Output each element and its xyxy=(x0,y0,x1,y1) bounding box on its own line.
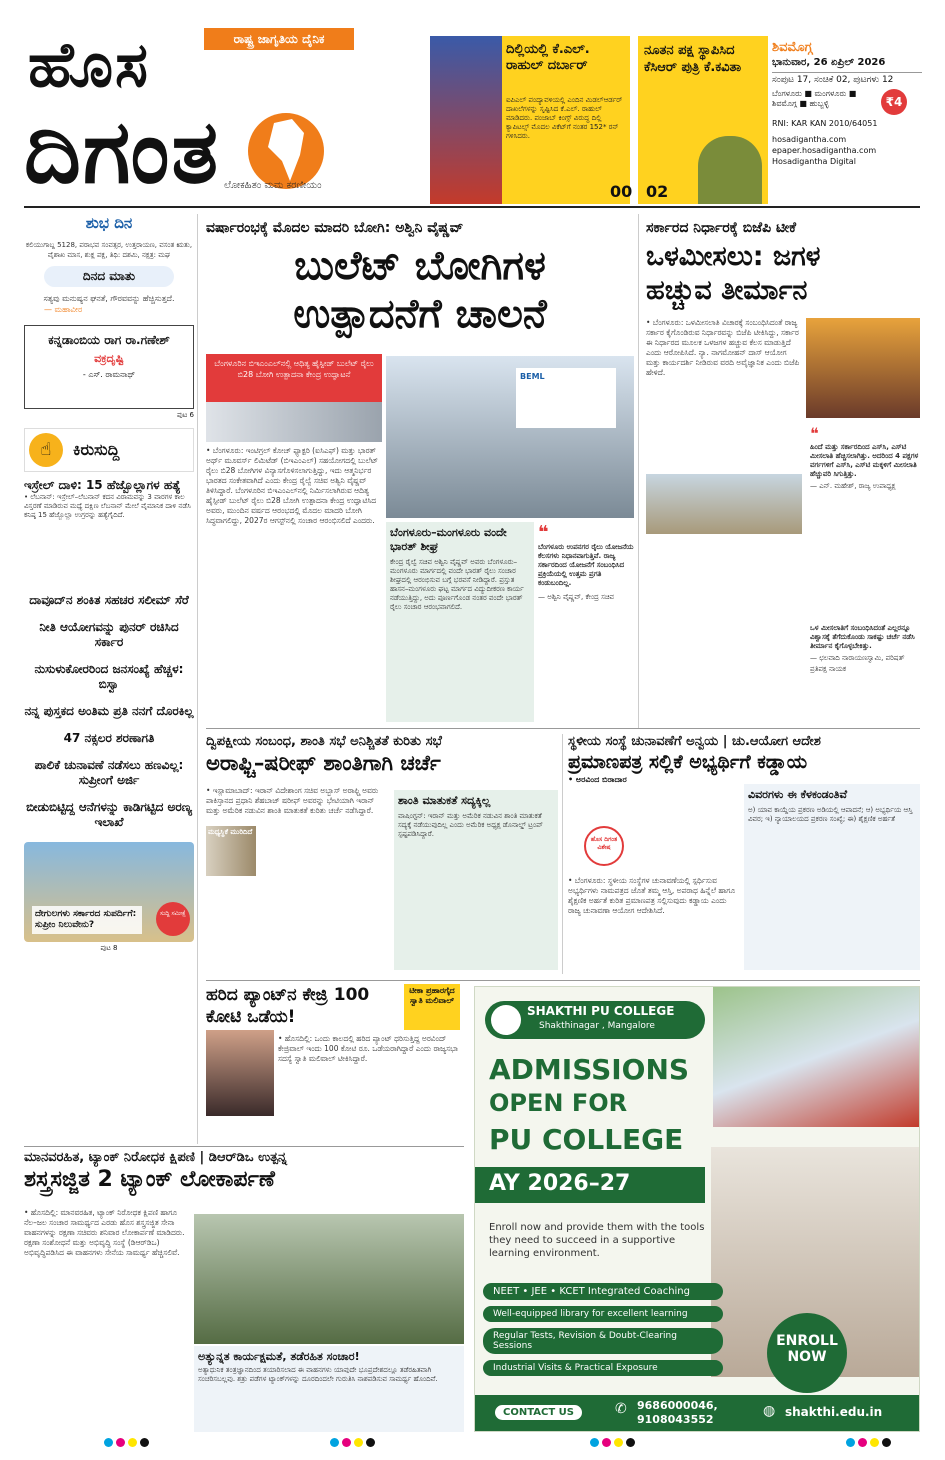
tank-photo xyxy=(194,1214,464,1344)
swati-photo xyxy=(206,1030,274,1116)
enroll-now-button[interactable] xyxy=(767,1313,847,1393)
tanks-photo-title: ಅತ್ಯುನ್ನತ ಕಾರ್ಯಕ್ಷಮತೆ, ತಡೆರಹಿತ ಸಂಚಾರ! xyxy=(198,1350,360,1363)
temple-badge: ಸುದ್ದಿ ಸಮೀಕ್ಷೆ xyxy=(156,902,190,936)
quote-mark-icon: ❝ xyxy=(810,424,819,443)
epaper-link[interactable]: epaper.hosadigantha.com xyxy=(772,146,877,155)
election-kicker: ಸ್ಥಳೀಯ ಸಂಸ್ಥೆ ಚುನಾವಣೆಗೆ ಅನ್ವಯ | ಚು.ಆಯೋಗ ಆದೇಶ xyxy=(568,734,821,749)
ad-header xyxy=(485,1001,705,1039)
lead-kicker: ವರ್ಷಾರಂಭಕ್ಕೆ ಮೊದಲ ಮಾದರಿ ಬೋಗಿ: ಅಶ್ವಿನಿ ವೈಷ್ಣವ್ xyxy=(206,220,464,236)
peace-kicker: ದ್ವಿಪಕ್ಷೀಯ ಸಂಬಂಧ, ಶಾಂತಿ ಸಭೆ ಅನಿಶ್ಚಿತತೆ ಕುರಿತು ಸಭೆ xyxy=(206,734,442,749)
election-details: ಅ) ಯಾವ ಕಾಯ್ದೆಯ ಪ್ರಕರಣ ಅಡಿಯಲ್ಲಿ ಆಪಾದನೆ; ಆ) ಅಭ್ಯರ್ಥಿಯ ಆಸ್ತಿ ವಿವರ; ಇ) ನ್ಯಾಯಾಲಯದ ಪ್ರಕರಣ ಸಂಖ್ಯೆ; ಈ) ಶೈಕ್ಷಣಿಕ ಅರ್ಹತೆ xyxy=(748,806,913,823)
column-divider xyxy=(638,214,639,728)
peace-body: • ಇಸ್ಲಾಮಾಬಾದ್: ಇರಾನ್ ವಿದೇಶಾಂಗ ಸಚಿವ ಅಬ್ಬಾಸ್ ಅರಾಫ್ಚಿ ಅವರು ಪಾಕಿಸ್ತಾನದ ಪ್ರಧಾನಿ ಶೆಹಬಾಜ್ ಷರೀಫ್ ಅವರನ್ನು ಭೇಟಿಯಾಗಿ ಇರಾನ್ ಮತ್ತು ಅಮೆರಿಕ ನಡುವಿನ ಶಾಂತಿ ಮಾತುಕತೆ ಕುರಿತು ಚರ್ಚೆ ನಡೆಸಿದ್ದಾರೆ. xyxy=(206,786,379,815)
quota-quote-2-text: ಒಳ ಮೀಸಲಾತಿಗೆ ಸಂಬಂಧಿಸಿದಂತೆ ಎಲ್ಲರನ್ನೂ ವಿಶ್ವಾಸಕ್ಕೆ ತೆಗೆದುಕೊಂಡು ಸಾಕಷ್ಟು ಚರ್ಚೆ ನಡೆಸಿ ತೀರ್ಮಾನ ಕೈಗೊಳ್ಳಬೇಕಿತ್ತು. xyxy=(810,624,915,650)
section-rule xyxy=(206,728,920,729)
tanks-kicker: ಮಾನವರಹಿತ, ಟ್ಯಾಂಕ್ ನಿರೋಧಕ ಕ್ಷಿಪಣಿ | ಡಿಆರ್‌ಡಿಒ ಉತ್ಪನ್ನ xyxy=(24,1150,288,1165)
kirusuddi-title: ಕಿರುಸುದ್ದಿ xyxy=(73,440,120,459)
election-details-box xyxy=(744,784,920,970)
peace-story[interactable] xyxy=(206,734,556,777)
motto: ಲೋಕಹಿತಂ ಮಮ ಕರಣೀಯಂ xyxy=(224,180,322,191)
cricketer-photo xyxy=(430,36,502,204)
vande-bharat-body: ಕೇಂದ್ರ ರೈಲ್ವೆ ಸಚಿವ ಅಶ್ವಿನಿ ವೈಷ್ಣವ್ ಅವರು ಬೆಂಗಳೂರು–ಮಂಗಳೂರು ಮಾರ್ಗದಲ್ಲಿ ವಂದೇ ಭಾರತ್ ರೈಲು ಸಂಚಾರ ಶೀಘ್ರದಲ್ಲಿ ಆರಂಭಿಸುವ ಬಗ್ಗೆ ಭರವಸೆ ನೀಡಿದ್ದಾರೆ. ಪ್ರಸ್ತುತ ಹಾಸನ–ಮಂಗಳೂರು ಘಟ್ಟ ಮಾರ್ಗದ ವಿದ್ಯುದೀಕರಣ ಕಾರ್ಯ ನಡೆಯುತ್ತಿದ್ದು, ಅದು ಪೂರ್ಣಗೊಂಡ ನಂತರ ವಂದೇ ಭಾರತ್ ರೈಲು ಸಂಚಾರ ಆರಂಭವಾಗಲಿದೆ. xyxy=(390,558,524,611)
ad-website[interactable]: shakthi.edu.in xyxy=(785,1405,883,1419)
promo-kavitha-page: 02 xyxy=(646,182,669,201)
college-ad[interactable] xyxy=(474,986,920,1432)
bjp-leader-photo xyxy=(806,318,920,418)
edition-city: ಶಿವಮೊಗ್ಗ xyxy=(772,40,813,55)
daily-quote: ಸತ್ಯವು ಮನುಷ್ಯನ ಘನತೆ, ಗೌರವವನ್ನು ಹೆಚ್ಚಿಸುತ್ತದೆ. xyxy=(43,294,175,303)
quota-quote-1-text: ಹಿಂದೆ ಮತ್ತು ಸರ್ಕಾರದಿಂದ ಎಸ್‌ಸಿ, ಎಸ್‌ಟಿ ಮೀಸಲಾತಿ ಹೆಚ್ಚಿಸಲಾಗಿತ್ತು. ಅದರಿಂದ 4 ಪಕ್ಷಗಳ ವರ್ಗಗಳಿಗೆ ಎಸ್‌ಸಿ, ಎಸ್‌ಟಿ ಮಕ್ಕಳಿಗೆ ಮೀಸಲಾತಿ ಹೆಚ್ಚುವರಿ ಸಿಗುತ್ತಿತ್ತು. xyxy=(810,443,919,478)
tanks-photo-box xyxy=(194,1346,464,1432)
election-body: • ಬೆಂಗಳೂರು: ಸ್ಥಳೀಯ ಸಂಸ್ಥೆಗಳ ಚುನಾವಣೆಯಲ್ಲಿ ಸ್ಪರ್ಧಿಸುವ ಅಭ್ಯರ್ಥಿಗಳು ನಾಮಪತ್ರದ ಜೊತೆ ತಮ್ಮ ಆಸ್ತಿ, ಅಪರಾಧ ಹಿನ್ನೆಲೆ ಹಾಗೂ ಶೈಕ್ಷಣಿಕ ಅರ್ಹತೆ ಕುರಿತ ಪ್ರಮಾಣಪತ್ರ ಸಲ್ಲಿಸುವುದು ಕಡ್ಡಾಯ ಎಂದು ರಾಜ್ಯ ಚುನಾವಣಾ ಆಯೋಗ ಆದೇಶಿಸಿದೆ. xyxy=(568,876,736,915)
edition-info xyxy=(772,40,922,167)
price-badge: ₹4 xyxy=(881,89,907,115)
phone-icon: ✆ xyxy=(615,1401,627,1417)
color-registration-marks xyxy=(590,1438,635,1447)
tagline: ರಾಷ್ಟ್ರ ಜಾಗೃತಿಯ ದೈನಿಕ xyxy=(204,28,354,50)
swati-story[interactable] xyxy=(206,984,402,1028)
ad-feature: Regular Tests, Revision & Doubt-Clearing Sessions xyxy=(483,1328,723,1354)
college-emblem-icon xyxy=(491,1005,521,1035)
brief-title[interactable]: ಇಸ್ರೇಲ್ ದಾಳಿ: 15 ಹೆಜ್ಬೊಲ್ಲಾಗಳ ಹತ್ಯೆ xyxy=(24,478,181,492)
quote-mark-icon: ❝ xyxy=(538,522,549,543)
swati-body: • ಹೊಸದಿಲ್ಲಿ: ಒಂದು ಕಾಲದಲ್ಲಿ ಹರಿದ ಪ್ಯಾಂಟ್ ಧರಿಸುತ್ತಿದ್ದ ಅರವಿಂದ್ ಕೇಜ್ರಿವಾಲ್ ಇಂದು 100 ಕೋಟಿ ರೂ. ಒಡೆಯರಾಗಿದ್ದಾರೆ ಎಂದು ರಾಜ್ಯಸಭಾ ಸದಸ್ಯೆ ಸ್ವಾತಿ ಮಲಿವಾಲ್ ಟೀಕಿಸಿದ್ದಾರೆ. xyxy=(278,1034,458,1063)
vande-bharat-title: ಬೆಂಗಳೂರು–ಮಂಗಳೂರು ವಂದೇ ಭಾರತ್ ಶೀಘ್ರ xyxy=(390,526,507,553)
quota-body: • ಬೆಂಗಳೂರು: ಒಳಮೀಸಲಾತಿ ವಿಚಾರಕ್ಕೆ ಸಂಬಂಧಿಸಿದಂತೆ ರಾಜ್ಯ ಸರ್ಕಾರ ಕೈಗೊಂಡಿರುವ ನಿರ್ಧಾರವನ್ನು ಬಿಜೆಪಿ ಟೀಕಿಸಿದ್ದು, ಸರ್ಕಾರ ಈ ನಿರ್ಧಾರದ ಮೂಲಕ ಒಳಜಗಳ ಹಚ್ಚುವ ಕೆಲಸ ಮಾಡುತ್ತಿದೆ ಎಂದು ಆರೋಪಿಸಿದೆ. ನ್ಯಾ. ನಾಗಮೋಹನ್ ದಾಸ್ ಆಯೋಗ ಮತ್ತು ಕಾರ್ಯದರ್ಶಿ ನೀಡಿರುವ ವರದಿ ಅವೈಜ್ಞಾನಿಕ ಎಂದು ಬಿಜೆಪಿ ಹೇಳಿದೆ. xyxy=(646,318,800,377)
ad-location: Shakthinagar , Mangalore xyxy=(539,1021,655,1031)
shubha-dina-title: ಶುಭ ದಿನ xyxy=(85,214,133,232)
swati-headline: ಹರಿದ ಪ್ಯಾಂಟ್‌ನ ಕೇಜ್ರಿ 100 ಕೋಟಿ ಒಡೆಯ! xyxy=(206,985,370,1027)
minister-quote-author: — ಅಶ್ವಿನಿ ವೈಷ್ಣವ್, ಕೇಂದ್ರ ಸಚಿವ xyxy=(538,593,615,601)
peace-box[interactable] xyxy=(394,790,558,970)
digital-link[interactable]: Hosadigantha Digital xyxy=(772,157,856,166)
rni-number: RNI: KAR KAN 2010/64051 xyxy=(772,119,878,128)
swati-tag: ಟೀಕಾ ಪ್ರಹಾರಗೈದ ಸ್ವಾತಿ ಮಲಿವಾಲ್ xyxy=(404,984,460,1030)
section-rule xyxy=(206,980,920,981)
masthead-logo[interactable] xyxy=(24,28,404,203)
kirusuddi-header xyxy=(24,428,194,472)
brief-title[interactable]: 47 ನಕ್ಸಲರ ಶರಣಾಗತಿ xyxy=(63,731,155,745)
beml-sign: BEML xyxy=(516,368,616,428)
kavitha-photo xyxy=(698,136,762,204)
editions-list: ಬೆಂಗಳೂರು ■ ಮಂಗಳೂರು ■ ಶಿವಮೊಗ್ಗ ■ ಹುಬ್ಬಳ್ಳಿ xyxy=(772,89,857,108)
peace-headline: ಅರಾಫ್ಚಿ–ಷರೀಫ್ ಶಾಂತಿಗಾಗಿ ಚರ್ಚೆ xyxy=(206,751,441,775)
temple-box-title: ದೇಗುಲಗಳು ಸರ್ಕಾರದ ಸುಪರ್ದಿಗೆ: ಸುಪ್ರೀಂ ನಿಲುವೇನು? xyxy=(32,906,142,934)
tanks-headline: ಶಸ್ತ್ರಸಜ್ಜಿತ 2 ಟ್ಯಾಂಕ್ ಲೋಕಾರ್ಪಣೆ xyxy=(24,1167,275,1192)
ad-contact-bar xyxy=(475,1395,920,1432)
promo-kavitha-headline: ನೂತನ ಪಕ್ಷ ಸ್ಥಾಪಿಸಿದ ಕೆಸಿಆರ್ ಪುತ್ರಿ ಕೆ.ಕವಿತಾ xyxy=(644,43,742,75)
promo-kavitha[interactable] xyxy=(638,36,768,204)
finger-icon: ☝ xyxy=(29,433,63,467)
globe-icon: ◍ xyxy=(763,1403,776,1419)
ad-line3: PU COLLEGE xyxy=(489,1123,684,1156)
ad-feature: NEET • JEE • KCET Integrated Coaching xyxy=(483,1283,723,1300)
brief-body: • ಲೆಬನಾನ್: ಇಸ್ರೇಲ್–ಲೆಬನಾನ್ ಕದನ ವಿರಾಮವನ್ನು 3 ವಾರಗಳ ಕಾಲ ವಿಸ್ತರಣೆ ಮಾಡಿರುವ ಮಧ್ಯೆ ದಕ್ಷಿಣ ಲೆಬನಾನ್ ಮೇಲೆ ವೈಮಾನಿಕ ದಾಳಿ ನಡೆಸಿ ಕನಿಷ್ಠ 15 ಹೆಜ್ಬೊಲ್ಲಾ ಉಗ್ರರನ್ನು ಹತ್ಯೆಗೈದಿದೆ. xyxy=(24,493,191,519)
quote-author: — ಮಹಾವೀರ xyxy=(44,305,83,314)
lead-caption: ಬೆಂಗಳೂರಿನ ಬಿಇಎಂಎಲ್‌ನಲ್ಲಿ ಆಧಿತ್ಯ ಹೈಸ್ಪೀಡ್ ಬುಲೆಟ್ ರೈಲು ಬಿ28 ಬೋಗಿ ಉತ್ಪಾದನಾ ಕೇಂದ್ರ ಉದ್ಘಾಟನೆ xyxy=(206,354,382,402)
color-registration-marks xyxy=(104,1438,149,1447)
promo-rahul-page: 00 xyxy=(610,182,633,201)
ad-blurb: Enroll now and provide them with the tools they need to succeed in a supportive learning environment. xyxy=(489,1222,705,1259)
special-stamp: ಹೊಸ ದಿಗಂತ ವಿಶೇಷ xyxy=(584,826,624,866)
lead-headline-1: ಬುಲೆಟ್ ಬೋಗಿಗಳ xyxy=(294,243,546,289)
quota-kicker: ಸರ್ಕಾರದ ನಿರ್ಧಾರಕ್ಕೆ ಬಿಜೆಪಿ ಟೀಕೆ xyxy=(646,220,797,236)
lead-story[interactable] xyxy=(206,220,634,338)
ad-line2: OPEN FOR xyxy=(489,1089,628,1117)
ad-feature: Well-equipped library for excellent learning xyxy=(483,1306,723,1322)
peace-box-title: ಶಾಂತಿ ಮಾತುಕತೆ ಸದ್ಯಕ್ಕಿಲ್ಲ xyxy=(398,794,491,807)
enroll-line2: NOW xyxy=(787,1349,827,1365)
ad-college: SHAKTHI PU COLLEGE xyxy=(527,1004,675,1018)
ad-phone1[interactable]: 9686000046, xyxy=(637,1399,718,1412)
enroll-line1: ENROLL xyxy=(776,1333,838,1349)
brief-title[interactable]: ನೀತಿ ಆಯೋಗವನ್ನು ಪುನರ್ ರಚಿಸಿದ ಸರ್ಕಾರ xyxy=(39,620,179,649)
lead-headline-2: ಉತ್ಪಾದನೆಗೆ ಚಾಲನೆ xyxy=(293,291,547,337)
logo-line1: ಹೊಸ xyxy=(28,28,150,101)
ad-features xyxy=(483,1283,723,1376)
promo-rahul-body: ಐಪಿಎಲ್ ಪಂದ್ಯಾವಳಿಯಲ್ಲಿ ಎಂದಿನ ಮಿಡಲ್‌ಆರ್ಡರ್ ದಾಖಲೆಗಳನ್ನು ಸೃಷ್ಟಿಸಿದ ಕೆ.ಎಲ್. ರಾಹುಲ್ ಮಾಡಿದರು. ಪಂಜಾಬ್ ಕಿಂಗ್ಸ್ ವಿರುದ್ಧ ದಿಲ್ಲಿ ಕ್ಯಾಪಿಟಲ್ಸ್ ಮೊದಲ ವಿಕೆಟ್‌ಗೆ ನಂತರ 152* ರನ್ ಗಳಿಸಿದರು. xyxy=(506,96,623,140)
column-page-ref: ಪುಟ 6 xyxy=(177,411,194,419)
brief-title[interactable]: ಬೀಡುಬಿಟ್ಟಿದ್ದ ಆನೆಗಳನ್ನು ಕಾಡಿಗಟ್ಟಿದ ಅರಣ್ಯ ಇಲಾಖೆ xyxy=(26,800,192,829)
minister-quote-text: ಬೆಂಗಳೂರು ಉಪನಗರ ರೈಲು ಯೋಜನೆಯ ಕೆಲಸಗಳು ನಿಧಾನವಾಗುತ್ತಿವೆ. ರಾಜ್ಯ ಸರ್ಕಾರದಿಂದ ಯೋಜನೆಗೆ ಸಂಬಂಧಿಸಿದ ಪ್ರಕ್ರಿಯೆಯಲ್ಲಿ ಉತ್ತಮ ಪ್ರಗತಿ ಕಂಡುಬಂದಿಲ್ಲ. xyxy=(538,543,634,587)
campus-photo xyxy=(713,987,920,1127)
peace-inset: ಮಧ್ಯಸ್ಥಿಕೆ ಮುರಿದಿದೆ xyxy=(206,826,256,876)
quota-headline-1: ಒಳಮೀಸಲು: ಜಗಳ xyxy=(646,241,821,272)
issue-date: ಭಾನುವಾರ, 26 ಏಪ್ರಿಲ್ 2026 xyxy=(772,57,886,68)
quota-quote-1 xyxy=(810,424,920,492)
ad-year: AY 2026–27 xyxy=(475,1167,705,1203)
lead-body: • ಬೆಂಗಳೂರು: ಇಂಟಿಗ್ರಲ್ ಕೋಚ್ ಫ್ಯಾಕ್ಟರಿ (ಐಸಿಎಫ್) ಮತ್ತು ಭಾರತ್ ಅರ್ಥ್ ಮೂವರ್ಸ್ ಲಿಮಿಟೆಡ್ (ಬಿಇಎಂಎಲ್) ಸಹಯೋಗದಲ್ಲಿ ಬುಲೆಟ್ ರೈಲು ಬಿ28 ಬೋಗಿಗಳ ವಿನ್ಯಾಸಗೊಳಿಸಲಾಗುತ್ತಿದ್ದು, ಇದು ಆತ್ಮನಿರ್ಭರ ಭಾರತದ ಸಂಕೇತವಾಗಿದೆ ಎಂದು ಕೇಂದ್ರ ರೈಲ್ವೆ ಸಚಿವ ಅಶ್ವಿನಿ ವೈಷ್ಣವ್ ತಿಳಿಸಿದ್ದಾರೆ. ಬೆಂಗಳೂರಿನ ಬಿಇಎಂಎಲ್‌ನಲ್ಲಿ ನಿರ್ಮಿಸಲಾಗಿರುವ ಆದಿತ್ಯ ಹೈಸ್ಪೀಡ್ ಬುಲೆಟ್ ರೈಲು ಬಿ28 ಬೋಗಿ ಉತ್ಪಾದನಾ ಕೇಂದ್ರ ಉದ್ಘಾಟಿಸಿದ ಅವರು, ಮುಂದಿನ ವರ್ಷದ ಆರಂಭದಲ್ಲಿ ಮೊದಲ ಮಾದರಿ ಬೋಗಿ ಸಿದ್ಧವಾಗಲಿದ್ದು, 2027ರ ಆಗಸ್ಟ್‌ನಲ್ಲಿ ಸಂಚಾರ ಆರಂಭಿಸಲಿದೆ ಎಂದರು. xyxy=(206,446,379,525)
vande-bharat-box[interactable] xyxy=(386,522,534,722)
temple-box[interactable] xyxy=(24,842,194,942)
column-name: ವಕ್ರದೃಷ್ಟಿ xyxy=(94,352,124,365)
brief-title[interactable]: ನನ್ನ ಪುಸ್ತಕದ ಅಂತಿಮ ಪ್ರತಿ ನನಗೆ ದೊರಕಿಲ್ಲ xyxy=(24,704,194,718)
peace-box-body: ವಾಷಿಂಗ್ಟನ್: ಇರಾನ್ ಮತ್ತು ಅಮೆರಿಕ ನಡುವಿನ ಶಾಂತಿ ಮಾತುಕತೆ ಸದ್ಯಕ್ಕೆ ನಡೆಯುವುದಿಲ್ಲ ಎಂದು ಅಮೆರಿಕ ಅಧ್ಯಕ್ಷ ಡೊನಾಲ್ಡ್ ಟ್ರಂಪ್ ಸ್ಪಷ್ಟಪಡಿಸಿದ್ದಾರೆ. xyxy=(398,812,543,838)
quota-quote-2 xyxy=(810,624,920,675)
column-box[interactable] xyxy=(24,325,194,409)
beml-photo xyxy=(386,356,634,518)
contact-label: CONTACT US xyxy=(495,1405,582,1420)
quota-quote-1-author: — ಎನ್. ಮಹೇಶ್, ರಾಜ್ಯ ಉಪಾಧ್ಯಕ್ಷ xyxy=(810,482,896,490)
masthead-rule xyxy=(24,206,920,208)
logo-line2: ದಿಗಂತ xyxy=(24,100,221,203)
promo-rahul-headline: ದಿಲ್ಲಿಯಲ್ಲಿ ಕೆ.ಎಲ್. ರಾಹುಲ್ ದರ್ಬಾರ್ xyxy=(506,42,590,73)
temple-page-ref: ಪುಟ 8 xyxy=(100,944,118,952)
brief-title[interactable]: ಪಾಲಿಕೆ ಚುನಾವಣೆ ನಡೆಸಲು ಹಣವಿಲ್ಲ: ಸುಪ್ರೀಂಗೆ ಅರ್ಜಿ xyxy=(34,758,184,787)
election-byline: • ಅರವಿಂದ ಬಿರಾದಾರ xyxy=(568,775,627,784)
minister-quote xyxy=(538,522,634,722)
color-registration-marks xyxy=(846,1438,891,1447)
brief-title[interactable]: ದಾವೂದ್‌ನ ಶಂಕಿತ ಸಹಚರ ಸಲೀಮ್ ಸೆರೆ xyxy=(29,593,189,607)
promo-rahul[interactable] xyxy=(430,36,633,204)
website-link[interactable]: hosadigantha.com xyxy=(772,135,847,144)
column-divider xyxy=(197,214,198,1144)
tanks-photo-body: ಅತ್ಯಾಧುನಿಕ ತಂತ್ರಜ್ಞಾನದಿಂದ ತಯಾರಿಸಲಾದ ಈ ವಾಹನಗಳು ಯಾವುದೇ ಭೂಪ್ರದೇಶದಲ್ಲೂ ತಡೆರಹಿತವಾಗಿ ಸಂಚರಿಸಬಲ್ಲವು. ಶತ್ರು ಪಡೆಗಳ ಟ್ಯಾಂಕ್‌ಗಳನ್ನು ದೂರದಿಂದಲೇ ಗುರುತಿಸಿ ನಾಶಪಡಿಸುವ ಸಾಮರ್ಥ್ಯ ಹೊಂದಿವೆ. xyxy=(198,1366,438,1383)
ad-line1: ADMISSIONS xyxy=(489,1053,690,1086)
quota-headline-2: ಹಚ್ಚುವ ತೀರ್ಮಾನ xyxy=(646,275,808,306)
election-story[interactable] xyxy=(568,734,920,785)
panchanga: ಕಲಿಯುಗಾಬ್ದ 5128, ಪರಾಭವ ಸಂವತ್ಸರ, ಉತ್ತರಾಯಣ, ವಸಂತ ಋತು, ವೈಶಾಖ ಮಾಸ, ಶುಕ್ಲ ಪಕ್ಷ, ತಿಥಿ: ದಶಮಿ, ನಕ್ಷತ್ರ: ಮಘ xyxy=(25,241,193,259)
color-registration-marks xyxy=(330,1438,375,1447)
tanks-body: • ಹೊಸದಿಲ್ಲಿ: ಮಾನವರಹಿತ, ಟ್ಯಾಂಕ್ ನಿರೋಧಕ ಕ್ಷಿಪಣಿ ಹಾಗೂ ನೆಲ–ಜಲ ಸಂಚಾರ ಸಾಮರ್ಥ್ಯದ ಎರಡು ಹೊಸ ಶಸ್ತ್ರಸಜ್ಜಿತ ಸೇನಾ ವಾಹನಗಳನ್ನು ರಕ್ಷಣಾ ಸಚಿವರು ಶನಿವಾರ ಲೋಕಾರ್ಪಣೆ ಮಾಡಿದರು. ರಕ್ಷಣಾ ಸಂಶೋಧನೆ ಮತ್ತು ಅಭಿವೃದ್ಧಿ ಸಂಸ್ಥೆ (ಡಿಆರ್‌ಡಿಒ) ಅಭಿವೃದ್ಧಿಪಡಿಸಿದ ಈ ವಾಹನಗಳು ಸೇನೆಯ ಸಾಮರ್ಥ್ಯ ಹೆಚ್ಚಿಸಲಿವೆ. xyxy=(24,1208,185,1257)
vidhana-soudha-photo xyxy=(646,474,802,534)
column-divider xyxy=(562,734,563,974)
election-headline: ಪ್ರಮಾಣಪತ್ರ ಸಲ್ಲಿಕೆ ಅಭ್ಯರ್ಥಿಗೆ ಕಡ್ಡಾಯ xyxy=(568,751,808,773)
bullet-train-image xyxy=(206,402,382,442)
left-column xyxy=(24,214,194,1144)
dinada-maatu-title: ದಿನದ ಮಾತು xyxy=(44,266,174,287)
quota-quote-2-author: — ಛಲವಾದಿ ನಾರಾಯಣಸ್ವಾಮಿ, ಪರಿಷತ್ ಪ್ರತಿಪಕ್ಷ ನಾಯಕ xyxy=(810,654,905,673)
column-title: ಕನ್ನಡಾಂಬಿಯ ರಾಗ ರಾ.ಗಣೇಶ್ xyxy=(48,333,170,347)
volume-info: ಸಂಪುಟ 17, ಸಂಚಿಕೆ 02, ಪುಟಗಳು 12 xyxy=(772,72,922,85)
section-rule xyxy=(24,1146,464,1147)
ad-feature: Industrial Visits & Practical Exposure xyxy=(483,1360,723,1376)
ad-phone2[interactable]: 9108043552 xyxy=(637,1413,714,1426)
column-author: - ಎಸ್. ರಾಮನಾಥ್ xyxy=(82,370,136,379)
brief-title[interactable]: ನುಸುಳುಕೋರರಿಂದ ಜನಸಂಖ್ಯೆ ಹೆಚ್ಚಳ: ಬಿಸ್ವಾ xyxy=(34,662,184,691)
election-details-title: ವಿವರಗಳು ಈ ಕೆಳಕಂಡಂತಿವೆ xyxy=(748,788,848,801)
tanks-story[interactable] xyxy=(24,1150,464,1195)
quota-story[interactable] xyxy=(646,220,920,308)
